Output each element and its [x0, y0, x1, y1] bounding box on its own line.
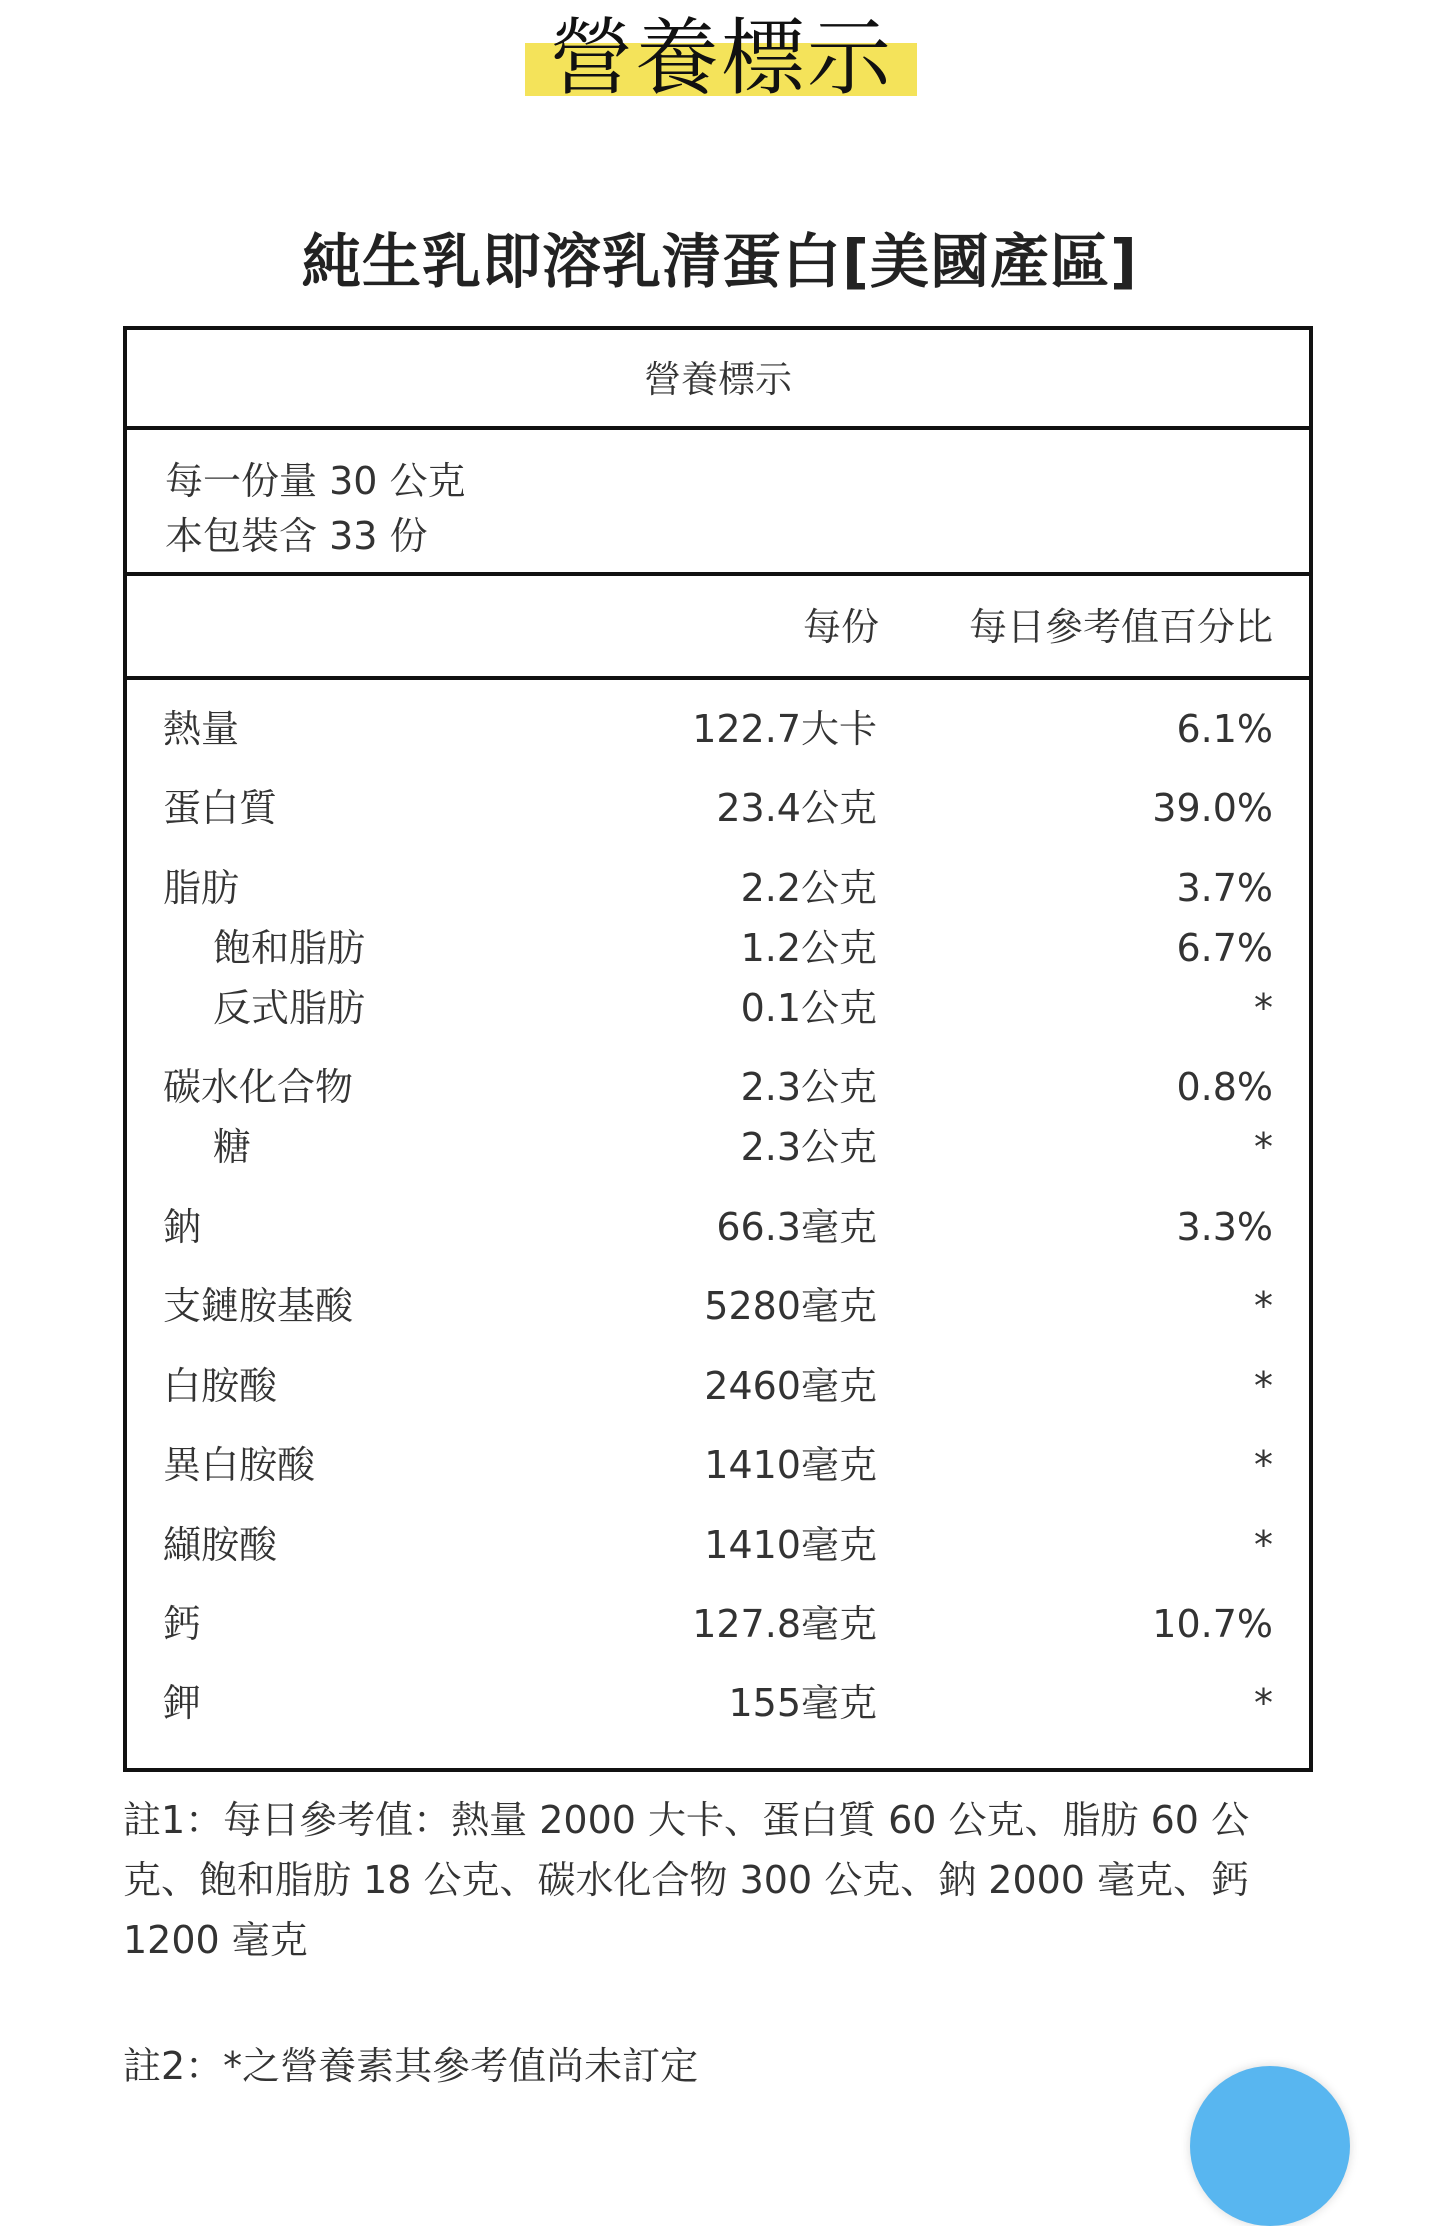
nutrient-amount: 1410毫克: [704, 1523, 877, 1567]
nutrient-daily-value: *: [1254, 1681, 1273, 1725]
nutrient-daily-value: *: [1254, 986, 1273, 1030]
nutrient-name: 白胺酸: [163, 1364, 278, 1408]
nutrient-amount: 122.7大卡: [692, 707, 877, 751]
nutrient-daily-value: *: [1254, 1443, 1273, 1487]
table-row: [127, 1118, 1309, 1176]
table-row: [127, 1058, 1309, 1116]
nutrient-name: 支鏈胺基酸: [163, 1284, 354, 1328]
nutrient-name: 鉀: [163, 1681, 202, 1725]
table-row: [127, 1436, 1309, 1494]
nutrient-name: 糖: [213, 1125, 252, 1169]
nutrient-rows: [127, 680, 1309, 1770]
servings-per-package: 本包裝含 33 份: [165, 514, 428, 558]
nutrient-name: 熱量: [163, 707, 240, 751]
nutrient-amount: 66.3毫克: [716, 1205, 877, 1249]
nutrient-daily-value: 3.3%: [1176, 1205, 1273, 1249]
product-title: 純生乳即溶乳清蛋白[美國產區]: [302, 227, 1138, 296]
table-row: [127, 1595, 1309, 1653]
footnote-2: 註2：*之營養素其參考值尚未訂定: [123, 2044, 699, 2088]
nutrient-amount: 1.2公克: [740, 926, 877, 970]
nutrient-daily-value: *: [1254, 1364, 1273, 1408]
table-row: [127, 1198, 1309, 1256]
nutrient-amount: 23.4公克: [716, 786, 877, 830]
nutrient-daily-value: *: [1254, 1284, 1273, 1328]
column-headers: [127, 576, 1309, 680]
nutrient-name: 反式脂肪: [213, 986, 366, 1030]
floating-action-button[interactable]: [1190, 2066, 1350, 2226]
nutrient-daily-value: 0.8%: [1176, 1065, 1273, 1109]
nutrient-amount: 2460毫克: [704, 1364, 877, 1408]
nutrient-amount: 127.8毫克: [692, 1602, 877, 1646]
nutrient-name: 碳水化合物: [163, 1065, 354, 1109]
nutrition-facts-table: [123, 326, 1313, 1772]
nutrient-daily-value: 3.7%: [1176, 866, 1273, 910]
nutrient-amount: 2.3公克: [740, 1125, 877, 1169]
table-row: [127, 779, 1309, 837]
nutrient-amount: 2.3公克: [740, 1065, 877, 1109]
nutrient-name: 飽和脂肪: [213, 926, 366, 970]
nutrient-daily-value: 6.1%: [1176, 707, 1273, 751]
page-header: [0, 0, 1440, 110]
nutrient-name: 鈣: [163, 1602, 202, 1646]
daily-value-column-header: 每日參考值百分比: [968, 605, 1273, 649]
table-row: [127, 1674, 1309, 1732]
page-title: 營養標示: [548, 9, 893, 107]
nutrient-name: 蛋白質: [163, 786, 278, 830]
nutrient-amount: 0.1公克: [740, 986, 877, 1030]
nutrient-name: 異白胺酸: [163, 1443, 316, 1487]
nutrient-name: 脂肪: [163, 866, 240, 910]
nutrient-amount: 1410毫克: [704, 1443, 877, 1487]
nutrient-amount: 155毫克: [728, 1681, 877, 1725]
nutrient-name: 纈胺酸: [163, 1523, 278, 1567]
nutrient-amount: 2.2公克: [740, 866, 877, 910]
per-serving-column-header: 每份: [802, 605, 879, 649]
nutrient-amount: 5280毫克: [704, 1284, 877, 1328]
nutrient-daily-value: 6.7%: [1176, 926, 1273, 970]
serving-info: [127, 430, 1309, 576]
table-row: [127, 1516, 1309, 1574]
table-heading: 營養標示: [127, 330, 1309, 430]
table-row: [127, 979, 1309, 1037]
footnote-1: 註1：每日參考值：熱量 2000 大卡、蛋白質 60 公克、脂肪 60 公克、飽和脂肪 18 公克、碳水化合物 300 公克、鈉 2000 毫克、鈣 1200 毫克: [123, 1798, 1250, 1962]
table-row: [127, 700, 1309, 758]
table-row: [127, 919, 1309, 977]
table-row: [127, 1357, 1309, 1415]
nutrient-daily-value: 10.7%: [1152, 1602, 1273, 1646]
serving-size: 每一份量 30 公克: [165, 459, 466, 503]
table-row: [127, 859, 1309, 917]
nutrient-daily-value: *: [1254, 1125, 1273, 1169]
nutrient-name: 鈉: [163, 1205, 202, 1249]
nutrient-daily-value: *: [1254, 1523, 1273, 1567]
table-row: [127, 1277, 1309, 1335]
nutrient-daily-value: 39.0%: [1152, 786, 1273, 830]
